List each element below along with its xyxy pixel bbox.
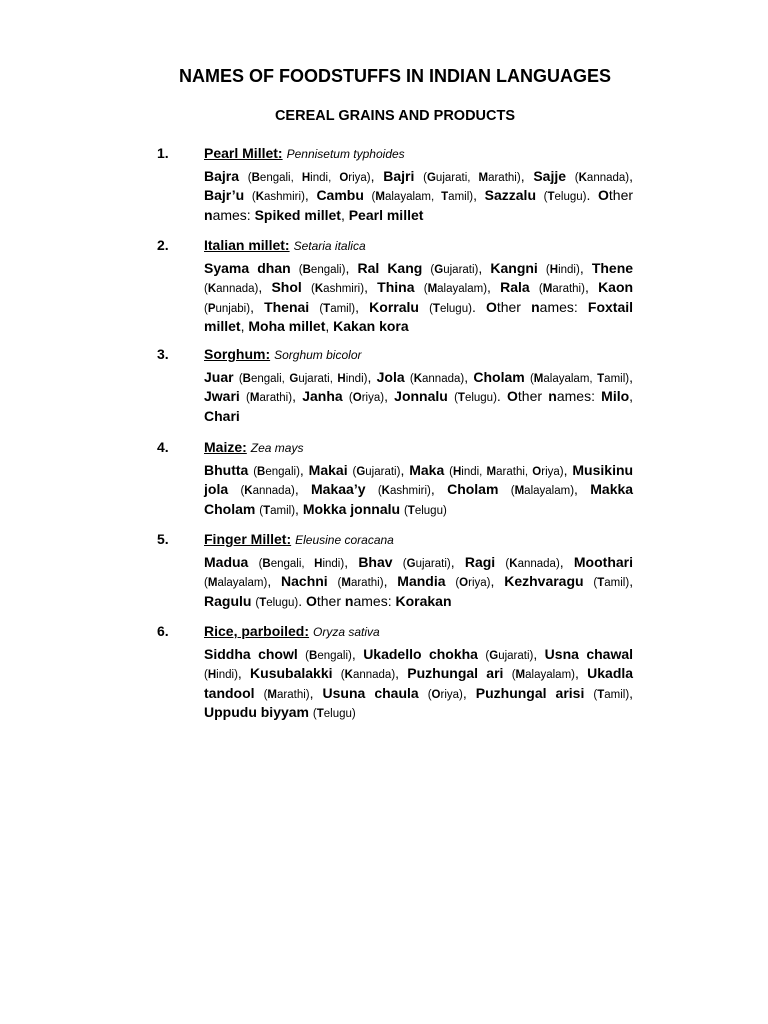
local-name: Thina bbox=[377, 279, 415, 296]
other-names-label: Other names: bbox=[507, 388, 595, 405]
local-name: Siddha chowl bbox=[204, 646, 298, 662]
language-list: (Telugu) bbox=[255, 596, 299, 609]
language-list: (Marathi) bbox=[337, 577, 384, 590]
entry-number: 4. bbox=[157, 439, 169, 455]
scientific-name: Pennisetum typhoides bbox=[286, 147, 405, 161]
local-name: Rala bbox=[500, 279, 530, 296]
language-list: (Marathi) bbox=[246, 392, 293, 405]
language-list: (Hindi) bbox=[204, 669, 238, 682]
language-list: (Gujarati) bbox=[352, 466, 401, 478]
entry-heading bbox=[204, 531, 394, 549]
other-name: Pearl millet bbox=[348, 206, 424, 223]
local-name: Mokka jonnalu bbox=[302, 500, 401, 517]
scientific-name: Sorghum bicolor bbox=[274, 348, 362, 362]
food-name: Rice, parboiled: bbox=[204, 623, 310, 639]
name-item bbox=[504, 573, 629, 589]
name-item bbox=[409, 462, 563, 478]
name-item bbox=[500, 279, 585, 295]
local-name: Ukadello chokha bbox=[363, 646, 478, 662]
local-name: Madua bbox=[204, 554, 249, 570]
language-list: (Oriya) bbox=[348, 392, 385, 405]
local-name: Ral Kang bbox=[357, 260, 423, 276]
local-name: Bhutta bbox=[204, 462, 249, 478]
language-list: (Malayalam) bbox=[204, 577, 268, 590]
local-name: Ragi bbox=[464, 554, 496, 570]
entry-number: 1. bbox=[157, 145, 169, 161]
name-item bbox=[204, 168, 371, 184]
language-list: (Hindi) bbox=[545, 264, 580, 276]
entry-heading bbox=[204, 439, 303, 457]
name-item bbox=[204, 388, 292, 404]
food-name: Sorghum: bbox=[204, 346, 271, 362]
name-item bbox=[204, 704, 356, 720]
local-name: Janha bbox=[302, 388, 343, 405]
name-item bbox=[323, 685, 463, 701]
local-name: Thene bbox=[591, 260, 634, 276]
language-list: (Kannada) bbox=[574, 172, 630, 184]
scientific-name: Eleusine coracana bbox=[295, 533, 394, 547]
food-name: Pearl Millet: bbox=[204, 145, 283, 161]
language-list: (Marathi) bbox=[538, 283, 585, 296]
entry-number: 5. bbox=[157, 531, 169, 547]
language-list: (Bengali) bbox=[305, 650, 352, 662]
food-name: Finger Millet: bbox=[204, 531, 292, 547]
local-name: Cambu bbox=[316, 187, 364, 204]
name-item bbox=[394, 388, 497, 404]
name-item bbox=[533, 168, 629, 184]
name-item bbox=[311, 481, 431, 497]
local-name: Kangni bbox=[490, 260, 538, 276]
local-name: Kezhvaragu bbox=[504, 573, 584, 590]
language-list: (Kashmiri) bbox=[377, 485, 431, 498]
local-name: Maka bbox=[409, 462, 445, 478]
local-name: Musikinu jola bbox=[204, 462, 634, 498]
entry-heading bbox=[204, 145, 405, 163]
local-name: Shol bbox=[271, 279, 302, 296]
name-item bbox=[204, 554, 344, 570]
name-item bbox=[204, 593, 298, 609]
local-name: Cholam bbox=[473, 369, 525, 385]
name-item bbox=[264, 299, 355, 315]
other-name: Milo bbox=[601, 388, 630, 405]
language-list: (Bengali) bbox=[298, 264, 346, 276]
local-name: Ukadla tandool bbox=[204, 665, 634, 701]
language-list: (Kannada) bbox=[505, 558, 560, 570]
name-item bbox=[465, 554, 560, 570]
food-name: Maize: bbox=[204, 439, 247, 455]
other-name: Moha millet bbox=[248, 317, 326, 334]
language-list: (Kannada) bbox=[240, 485, 295, 498]
language-list: (Gujarati) bbox=[402, 558, 451, 570]
local-name: Jwari bbox=[204, 388, 240, 405]
language-list: (Hindi, Marathi, Oriya) bbox=[449, 466, 564, 478]
name-item bbox=[250, 665, 395, 681]
name-item bbox=[377, 279, 487, 295]
entry-number: 6. bbox=[157, 623, 169, 639]
local-name: Bhav bbox=[358, 554, 393, 570]
entry-names: Madua (Bengali, Hindi), Bhav (Gujarati), Ragi (Kannada), Moothari (Malayalam), Nachni (Marathi), Mandia (Oriya), Kezhvaragu (Tamil), Ragulu (Telugu). Other names: Korakan bbox=[204, 554, 634, 609]
entry-names: Siddha chowl (Bengali), Ukadello chokha (Gujarati), Usna chawal (Hindi), Kusubalakki (Kannada), Puzhungal ari (Malayalam), Ukadla tandool (Marathi), Usuna chaula (Oriya), Puzhungal arisi (Tamil), Uppudu biyyam (Telugu) bbox=[204, 646, 634, 720]
language-list: (Malayalam, Tamil) bbox=[529, 373, 630, 385]
local-name: Sazzalu bbox=[484, 187, 536, 204]
language-list: (Punjabi) bbox=[204, 302, 251, 315]
entry-number: 2. bbox=[157, 237, 169, 253]
language-list: (Bengali, Gujarati, Hindi) bbox=[238, 373, 368, 385]
entry-heading bbox=[204, 623, 380, 641]
scientific-name: Oryza sativa bbox=[313, 625, 380, 639]
local-name: Kaon bbox=[598, 279, 634, 296]
language-list: (Oriya) bbox=[427, 688, 463, 701]
section-subtitle: CEREAL GRAINS AND PRODUCTS bbox=[274, 108, 516, 124]
language-list: (Gujarati, Marathi) bbox=[423, 172, 521, 184]
language-list: (Tamil) bbox=[319, 302, 356, 315]
local-name: Juar bbox=[204, 369, 234, 385]
local-name: Moothari bbox=[573, 554, 633, 570]
scientific-name: Setaria italica bbox=[293, 239, 366, 253]
language-list: (Malayalam, Tamil) bbox=[371, 191, 474, 204]
local-name: Makka Cholam bbox=[204, 481, 634, 517]
name-item bbox=[204, 369, 367, 385]
entry-names: Syama dhan (Bengali), Ral Kang (Gujarati), Kangni (Hindi), Thene (Kannada), Shol (Kashmiri), Thina (Malayalam), Rala (Marathi), Kaon (Punjabi), Thenai (Tamil), Korralu (Telugu). Other names: Foxtail millet, Moha millet, Kakan kora bbox=[204, 260, 634, 334]
local-name: Makai bbox=[308, 462, 348, 478]
other-names-label: Other names: bbox=[204, 187, 634, 223]
name-item bbox=[204, 462, 300, 478]
language-list: (Kannada) bbox=[204, 283, 259, 296]
local-name: Bajra bbox=[204, 168, 240, 184]
name-item bbox=[357, 260, 478, 276]
name-item bbox=[377, 369, 465, 385]
local-name: Puzhungal arisi bbox=[475, 684, 585, 701]
name-item bbox=[407, 665, 575, 681]
language-list: (Marathi) bbox=[263, 688, 310, 701]
entry-names: Bhutta (Bengali), Makai (Gujarati), Maka (Hindi, Marathi, Oriya), Musikinu jola (Kannada), Makaa’y (Kashmiri), Cholam (Malayalam), Makka Cholam (Tamil), Mokka jonnalu (Telugu) bbox=[204, 462, 634, 517]
local-name: Cholam bbox=[447, 481, 499, 498]
other-names-label: Other names: bbox=[485, 298, 578, 315]
language-list: (Telugu) bbox=[543, 191, 587, 204]
language-list: (Malayalam) bbox=[510, 485, 575, 498]
name-item bbox=[476, 685, 629, 701]
name-item bbox=[281, 573, 384, 589]
entry-names: Juar (Bengali, Gujarati, Hindi), Jola (Kannada), Cholam (Malayalam, Tamil), Jwari (Marathi), Janha (Oriya), Jonnalu (Telugu). Other names: Milo, Chari bbox=[204, 369, 634, 424]
local-name: Bajr’u bbox=[204, 187, 245, 204]
language-list: (Bengali) bbox=[253, 466, 300, 478]
name-item bbox=[447, 481, 574, 497]
language-list: (Gujarati) bbox=[430, 264, 479, 276]
food-name: Italian millet: bbox=[204, 237, 290, 253]
local-name: Ragulu bbox=[204, 592, 252, 609]
local-name: Usuna chaula bbox=[322, 684, 419, 701]
other-names-label: Other names: bbox=[305, 592, 392, 609]
entry-names: Bajra (Bengali, Hindi, Oriya), Bajri (Gujarati, Marathi), Sajje (Kannada), Bajr’u (Kashmiri), Cambu (Malayalam, Tamil), Sazzalu (Telugu). Other names: Spiked millet, Pearl millet bbox=[204, 168, 634, 223]
language-list: (Bengali, Hindi) bbox=[258, 558, 345, 570]
local-name: Sajje bbox=[533, 168, 567, 184]
name-item bbox=[309, 462, 401, 478]
language-list: (Telugu) bbox=[403, 504, 447, 517]
language-list: (Kashmiri) bbox=[251, 191, 305, 204]
local-name: Usna chawal bbox=[544, 646, 634, 662]
name-item bbox=[316, 187, 473, 203]
entry-number: 3. bbox=[157, 346, 169, 362]
name-item bbox=[397, 573, 490, 589]
local-name: Jola bbox=[376, 369, 405, 385]
language-list: (Telugu) bbox=[429, 302, 472, 315]
local-name: Uppudu biyyam bbox=[204, 703, 310, 720]
name-item bbox=[271, 279, 364, 295]
name-item bbox=[302, 388, 384, 404]
other-name: Foxtail millet bbox=[204, 298, 634, 334]
name-item bbox=[473, 369, 629, 385]
entry-heading bbox=[204, 346, 361, 364]
other-name: Kakan kora bbox=[333, 317, 409, 334]
language-list: (Tamil) bbox=[593, 688, 630, 701]
scientific-name: Zea mays bbox=[250, 441, 304, 455]
language-list: (Oriya) bbox=[455, 577, 491, 590]
local-name: Puzhungal ari bbox=[407, 665, 504, 682]
other-name: Spiked millet bbox=[254, 206, 341, 223]
name-item bbox=[363, 646, 533, 662]
language-list: (Kashmiri) bbox=[311, 283, 365, 296]
language-list: (Malayalam) bbox=[423, 283, 488, 296]
name-item bbox=[303, 501, 447, 517]
local-name: Kusubalakki bbox=[250, 665, 333, 682]
language-list: (Malayalam) bbox=[511, 669, 575, 682]
name-item bbox=[490, 260, 579, 276]
local-name: Mandia bbox=[397, 573, 446, 590]
local-name: Korralu bbox=[369, 298, 419, 315]
local-name: Jonnalu bbox=[394, 388, 448, 405]
language-list: (Tamil) bbox=[259, 504, 296, 517]
local-name: Syama dhan bbox=[204, 260, 291, 276]
other-name: Korakan bbox=[395, 592, 452, 609]
local-name: Nachni bbox=[281, 573, 328, 590]
language-list: (Bengali, Hindi, Oriya) bbox=[247, 172, 371, 184]
entry-heading bbox=[204, 237, 366, 255]
name-item bbox=[204, 260, 345, 276]
name-item bbox=[204, 187, 305, 203]
language-list: (Kannada) bbox=[409, 373, 465, 385]
name-item bbox=[358, 554, 450, 570]
name-item bbox=[383, 168, 520, 184]
name-item bbox=[204, 646, 352, 662]
language-list: (Kannada) bbox=[340, 669, 396, 682]
other-name: Chari bbox=[204, 407, 240, 424]
name-item bbox=[369, 299, 472, 315]
language-list: (Telugu) bbox=[454, 392, 497, 405]
language-list: (Gujarati) bbox=[485, 650, 534, 662]
local-name: Makaa’y bbox=[311, 481, 366, 498]
language-list: (Tamil) bbox=[593, 577, 630, 590]
name-item bbox=[485, 187, 587, 203]
language-list: (Telugu) bbox=[312, 707, 356, 720]
local-name: Thenai bbox=[264, 298, 310, 315]
document-title: NAMES OF FOODSTUFFS IN INDIAN LANGUAGES bbox=[179, 66, 611, 86]
local-name: Bajri bbox=[383, 168, 415, 184]
